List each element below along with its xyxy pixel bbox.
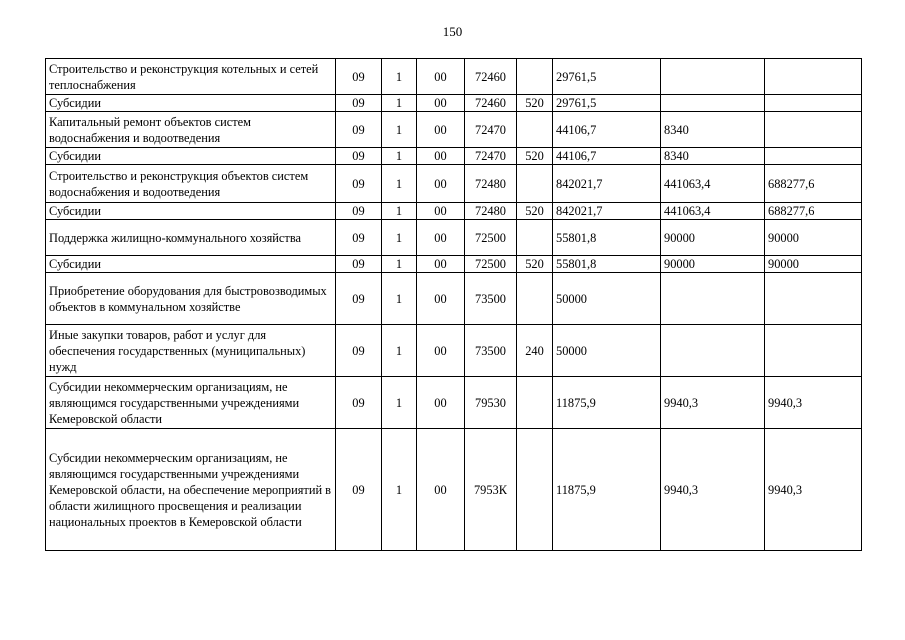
subprogram-code-cell: 00 (417, 165, 465, 203)
amount-year2-cell: 9940,3 (661, 429, 765, 551)
expense-direction-cell: 79530 (465, 377, 517, 429)
program-code-cell: 1 (382, 148, 417, 165)
expense-type-cell: 520 (517, 148, 553, 165)
row-name-cell: Субсидии некоммерческим организациям, не являющимся государственными учреждениями Кемеровской области (46, 377, 336, 429)
table-row (46, 148, 862, 165)
amount-year1-cell: 55801,8 (553, 220, 661, 256)
budget-table (45, 58, 862, 551)
program-code-cell: 1 (382, 273, 417, 325)
program-code-cell: 1 (382, 165, 417, 203)
amount-year2-cell (661, 325, 765, 377)
expense-type-cell: 520 (517, 95, 553, 112)
expense-type-cell: 520 (517, 203, 553, 220)
row-name-cell: Приобретение оборудования для быстровозводимых объектов в коммунальном хозяйстве (46, 273, 336, 325)
expense-direction-cell: 72470 (465, 112, 517, 148)
amount-year3-cell (765, 59, 862, 95)
amount-year2-cell: 8340 (661, 112, 765, 148)
section-code-cell: 09 (336, 148, 382, 165)
amount-year3-cell: 688277,6 (765, 165, 862, 203)
expense-direction-cell: 72480 (465, 203, 517, 220)
expense-type-cell (517, 377, 553, 429)
program-code-cell: 1 (382, 325, 417, 377)
table-row (46, 377, 862, 429)
amount-year3-cell (765, 325, 862, 377)
row-name-cell: Строительство и реконструкция котельных и сетей теплоснабжения (46, 59, 336, 95)
budget-table-body (46, 59, 862, 551)
program-code-cell: 1 (382, 429, 417, 551)
section-code-cell: 09 (336, 165, 382, 203)
expense-direction-cell: 72460 (465, 59, 517, 95)
section-code-cell: 09 (336, 256, 382, 273)
program-code-cell: 1 (382, 59, 417, 95)
amount-year3-cell (765, 273, 862, 325)
expense-type-cell (517, 220, 553, 256)
section-code-cell: 09 (336, 325, 382, 377)
amount-year1-cell: 11875,9 (553, 429, 661, 551)
expense-type-cell (517, 165, 553, 203)
section-code-cell: 09 (336, 377, 382, 429)
amount-year1-cell: 842021,7 (553, 165, 661, 203)
row-name-cell: Субсидии (46, 148, 336, 165)
amount-year1-cell: 29761,5 (553, 59, 661, 95)
expense-type-cell: 240 (517, 325, 553, 377)
amount-year1-cell: 55801,8 (553, 256, 661, 273)
program-code-cell: 1 (382, 95, 417, 112)
row-name-cell: Субсидии (46, 95, 336, 112)
expense-direction-cell: 72500 (465, 220, 517, 256)
program-code-cell: 1 (382, 112, 417, 148)
amount-year1-cell: 44106,7 (553, 148, 661, 165)
subprogram-code-cell: 00 (417, 148, 465, 165)
expense-type-cell: 520 (517, 256, 553, 273)
subprogram-code-cell: 00 (417, 377, 465, 429)
section-code-cell: 09 (336, 95, 382, 112)
expense-type-cell (517, 273, 553, 325)
subprogram-code-cell: 00 (417, 325, 465, 377)
expense-direction-cell: 7953К (465, 429, 517, 551)
expense-direction-cell: 72480 (465, 165, 517, 203)
amount-year3-cell (765, 95, 862, 112)
subprogram-code-cell: 00 (417, 429, 465, 551)
section-code-cell: 09 (336, 429, 382, 551)
table-row (46, 273, 862, 325)
expense-direction-cell: 72500 (465, 256, 517, 273)
amount-year3-cell: 90000 (765, 256, 862, 273)
row-name-cell: Строительство и реконструкция объектов систем водоснабжения и водоотведения (46, 165, 336, 203)
expense-type-cell (517, 59, 553, 95)
section-code-cell: 09 (336, 273, 382, 325)
subprogram-code-cell: 00 (417, 203, 465, 220)
table-row (46, 59, 862, 95)
amount-year2-cell: 441063,4 (661, 165, 765, 203)
expense-type-cell (517, 429, 553, 551)
subprogram-code-cell: 00 (417, 256, 465, 273)
amount-year2-cell: 9940,3 (661, 377, 765, 429)
amount-year1-cell: 50000 (553, 325, 661, 377)
table-row (46, 112, 862, 148)
expense-direction-cell: 73500 (465, 273, 517, 325)
subprogram-code-cell: 00 (417, 95, 465, 112)
expense-type-cell (517, 112, 553, 148)
table-row (46, 256, 862, 273)
amount-year2-cell: 90000 (661, 220, 765, 256)
expense-direction-cell: 72470 (465, 148, 517, 165)
amount-year2-cell: 441063,4 (661, 203, 765, 220)
amount-year1-cell: 842021,7 (553, 203, 661, 220)
program-code-cell: 1 (382, 220, 417, 256)
amount-year1-cell: 29761,5 (553, 95, 661, 112)
amount-year2-cell: 8340 (661, 148, 765, 165)
expense-direction-cell: 72460 (465, 95, 517, 112)
amount-year3-cell (765, 148, 862, 165)
program-code-cell: 1 (382, 377, 417, 429)
table-row (46, 203, 862, 220)
amount-year3-cell (765, 112, 862, 148)
table-row (46, 429, 862, 551)
row-name-cell: Иные закупки товаров, работ и услуг для обеспечения государственных (муниципальных) нужд (46, 325, 336, 377)
amount-year1-cell: 50000 (553, 273, 661, 325)
amount-year2-cell (661, 273, 765, 325)
amount-year3-cell: 688277,6 (765, 203, 862, 220)
row-name-cell: Капитальный ремонт объектов систем водоснабжения и водоотведения (46, 112, 336, 148)
row-name-cell: Субсидии (46, 256, 336, 273)
section-code-cell: 09 (336, 220, 382, 256)
row-name-cell: Субсидии (46, 203, 336, 220)
row-name-cell: Субсидии некоммерческим организациям, не являющимся государственными учреждениями Кемеровской области, на обеспечение мероприятий в области жилищного просвещения и реализации национальных проектов в Кемеровской области (46, 429, 336, 551)
table-row (46, 220, 862, 256)
table-row (46, 325, 862, 377)
expense-direction-cell: 73500 (465, 325, 517, 377)
section-code-cell: 09 (336, 112, 382, 148)
amount-year1-cell: 44106,7 (553, 112, 661, 148)
row-name-cell: Поддержка жилищно-коммунального хозяйства (46, 220, 336, 256)
subprogram-code-cell: 00 (417, 112, 465, 148)
amount-year2-cell (661, 59, 765, 95)
section-code-cell: 09 (336, 203, 382, 220)
subprogram-code-cell: 00 (417, 220, 465, 256)
subprogram-code-cell: 00 (417, 273, 465, 325)
amount-year1-cell: 11875,9 (553, 377, 661, 429)
section-code-cell: 09 (336, 59, 382, 95)
amount-year3-cell: 90000 (765, 220, 862, 256)
amount-year3-cell: 9940,3 (765, 429, 862, 551)
amount-year3-cell: 9940,3 (765, 377, 862, 429)
page-number: 150 (442, 24, 463, 39)
table-row (46, 95, 862, 112)
subprogram-code-cell: 00 (417, 59, 465, 95)
amount-year2-cell: 90000 (661, 256, 765, 273)
program-code-cell: 1 (382, 203, 417, 220)
amount-year2-cell (661, 95, 765, 112)
program-code-cell: 1 (382, 256, 417, 273)
table-row (46, 165, 862, 203)
